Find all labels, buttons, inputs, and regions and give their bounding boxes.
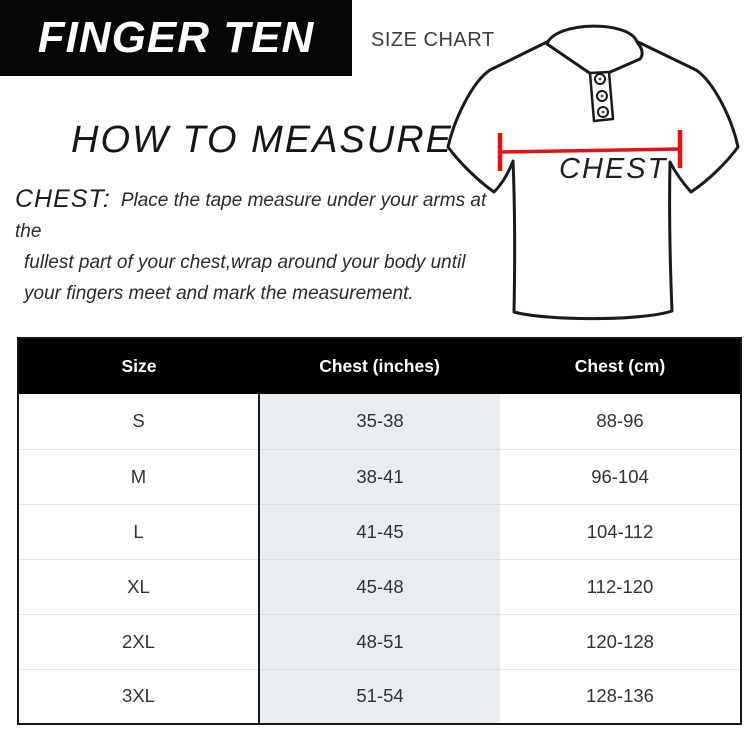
shirt-buttonhole-1 bbox=[599, 78, 602, 81]
measure-text-3: your fingers meet and mark the measurement. bbox=[24, 283, 414, 304]
measure-text-2: fullest part of your chest,wrap around your body until bbox=[24, 252, 466, 273]
cell-chest-cm: 96-104 bbox=[500, 449, 741, 504]
column-header-size: Size bbox=[18, 338, 259, 394]
table-row bbox=[18, 669, 741, 724]
table-row bbox=[18, 504, 741, 559]
table-row bbox=[18, 449, 741, 504]
brand-logo-box bbox=[0, 0, 352, 76]
how-to-measure-heading: HOW TO MEASURE bbox=[71, 119, 453, 161]
cell-chest-inches: 51-54 bbox=[259, 669, 500, 724]
chest-diagram-label: CHEST bbox=[559, 153, 668, 185]
brand-logo-text: FINGER TEN bbox=[37, 13, 315, 62]
column-header-chest-cm: Chest (cm) bbox=[500, 338, 741, 394]
measure-text-1: Place the tape measure under your arms at the bbox=[15, 190, 487, 242]
size-chart-title: SIZE CHART bbox=[371, 29, 495, 51]
table-row bbox=[18, 394, 741, 449]
table-row bbox=[18, 559, 741, 614]
chest-term: CHEST: bbox=[15, 185, 111, 213]
cell-size: XL bbox=[18, 559, 259, 614]
cell-chest-inches: 45-48 bbox=[259, 559, 500, 614]
cell-chest-cm: 112-120 bbox=[500, 559, 741, 614]
shirt-buttonhole-2 bbox=[601, 95, 604, 98]
cell-chest-cm: 88-96 bbox=[596, 410, 644, 432]
table-header-row bbox=[18, 338, 741, 394]
cell-chest-inches: 35-38 bbox=[259, 394, 500, 449]
measure-instructions-line-1 bbox=[15, 184, 505, 247]
cell-chest-inches: 48-51 bbox=[259, 614, 500, 669]
table-row bbox=[18, 614, 741, 669]
cell-size: 2XL bbox=[18, 614, 259, 669]
cell-chest-cm: 104-112 bbox=[500, 504, 741, 559]
cell-size: S bbox=[132, 410, 145, 432]
cell-chest-inches: 38-41 bbox=[259, 449, 500, 504]
size-chart-table bbox=[17, 337, 742, 725]
cell-size: L bbox=[18, 504, 259, 559]
shirt-buttonhole-3 bbox=[602, 111, 605, 114]
cell-chest-cm: 128-136 bbox=[500, 669, 741, 724]
cell-size: M bbox=[18, 449, 259, 504]
cell-size: 3XL bbox=[18, 669, 259, 724]
cell-chest-inches: 41-45 bbox=[259, 504, 500, 559]
column-header-chest-inches: Chest (inches) bbox=[259, 338, 500, 394]
cell-chest-cm: 120-128 bbox=[500, 614, 741, 669]
measure-instructions bbox=[15, 184, 505, 309]
